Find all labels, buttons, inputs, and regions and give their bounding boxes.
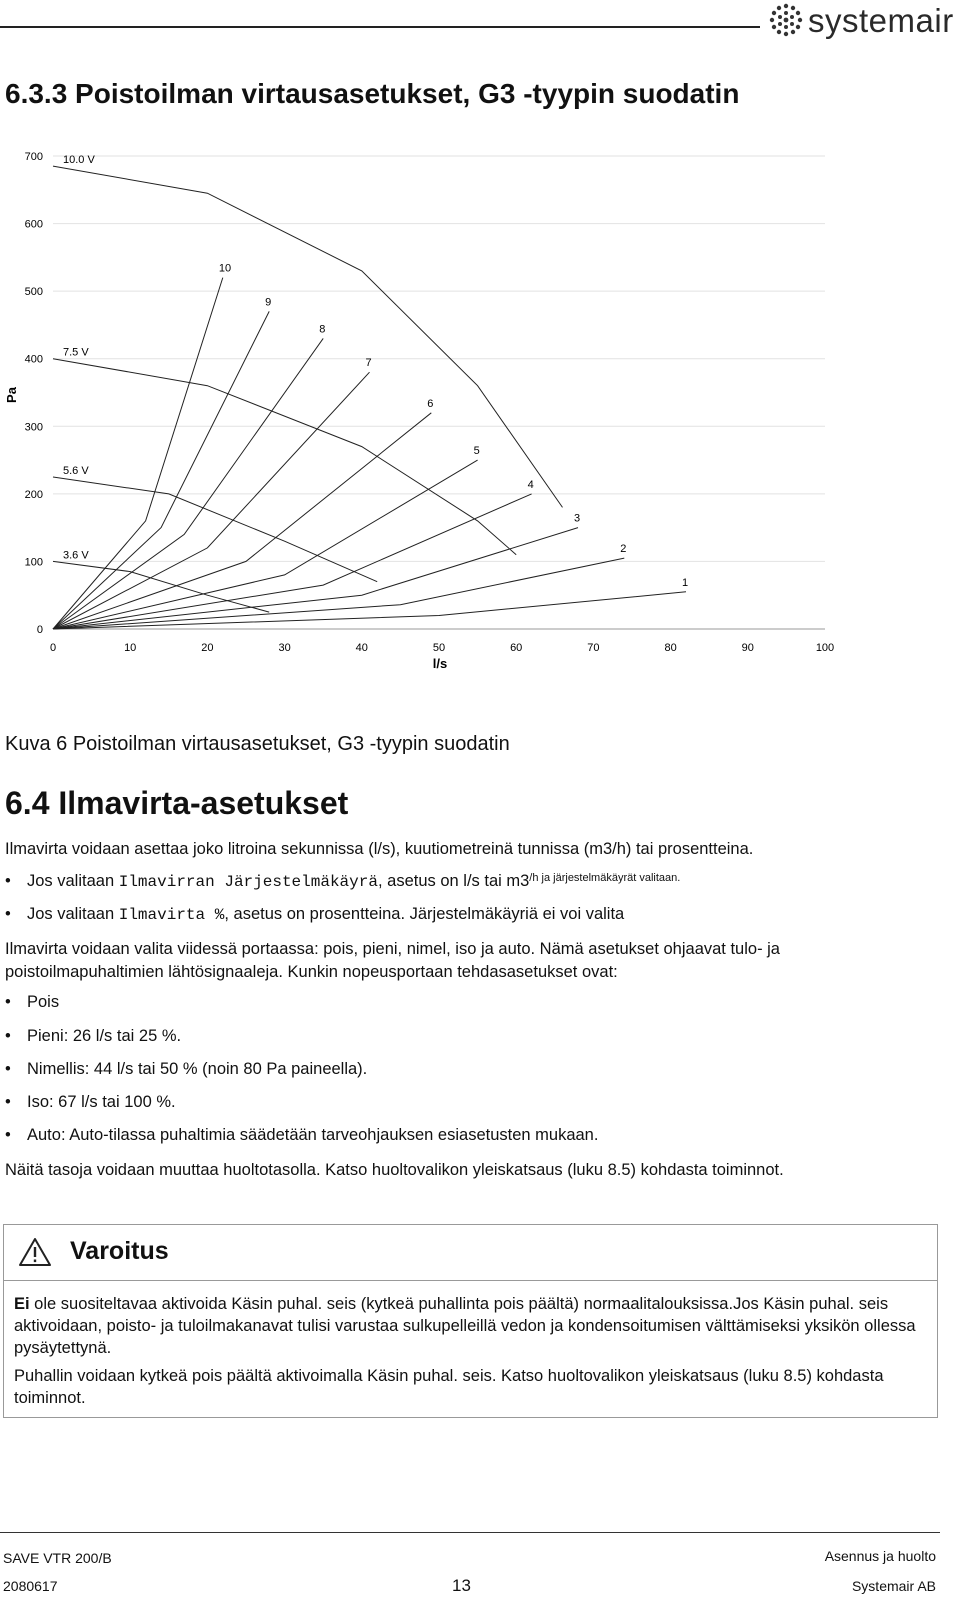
- y-tick-label: 400: [24, 353, 43, 366]
- x-tick-label: 50: [432, 642, 446, 654]
- y-tick-label: 100: [24, 556, 43, 569]
- system-curve-label: 3: [573, 512, 581, 525]
- system-curve: [53, 558, 624, 629]
- x-tick-label: 80: [664, 642, 677, 654]
- warning-text-2: Puhallin voidaan kytkeä pois päältä aktivoimalla Käsin puhal. seis. Katso huoltovalikon yleiskatsaus (luku 8.5) kohdasta toiminnot.: [14, 1367, 884, 1407]
- y-tick-label: 200: [24, 488, 43, 501]
- fan-curves: [53, 154, 563, 612]
- warning-header: [4, 1225, 937, 1281]
- system-curve: [53, 278, 223, 629]
- section-title: 6.3.3 Poistoilman virtausasetukset, G3 -tyypin suodatin: [5, 78, 740, 109]
- x-tick-label: 60: [510, 642, 523, 654]
- fan-curve: [53, 561, 269, 612]
- levels-paragraph: Näitä tasoja voidaan muuttaa huoltotasolla. Katso huoltovalikon yleiskatsaus (luku 8.5) kohdasta toiminnot.: [5, 1161, 784, 1179]
- x-tick-label: 0: [49, 642, 57, 654]
- fan-curve-label: 5.6 V: [63, 464, 89, 477]
- system-curve: [53, 592, 686, 629]
- fan-curve: [53, 359, 516, 555]
- system-curves: [53, 263, 688, 629]
- footer-doc-number: 2080617: [3, 1578, 58, 1594]
- y-axis-label: Pa: [4, 387, 19, 403]
- system-curve-label: 2: [620, 543, 627, 556]
- chart-grid: [53, 156, 825, 629]
- fan-curve-label: 7.5 V: [63, 346, 89, 359]
- brand-name: systemair: [808, 2, 954, 39]
- x-tick-label: 30: [278, 642, 291, 654]
- section2-title: 6.4 Ilmavirta-asetukset: [5, 785, 349, 821]
- system-curve-label: 5: [473, 445, 480, 458]
- x-tick-label: 40: [355, 642, 368, 654]
- header-rule: [0, 26, 760, 28]
- x-tick-label: 100: [815, 642, 835, 654]
- airflow-chart: [0, 145, 860, 675]
- y-tick-label: 600: [24, 218, 43, 231]
- system-curve-label: 1: [682, 576, 689, 589]
- y-tick-label: 700: [24, 151, 43, 163]
- x-tick-label: 20: [201, 642, 214, 654]
- intro-paragraph: Ilmavirta voidaan asettaa joko litroina sekunnissa (l/s), kuutiometreinä tunnissa (m3/h) tai prosentteina.: [5, 840, 754, 858]
- footer-chapter: Asennus ja huolto: [824, 1548, 936, 1564]
- footer-product: SAVE VTR 200/B: [3, 1550, 112, 1566]
- footer-company: Systemair AB: [851, 1578, 936, 1594]
- warning-text-1: Ei ole suositeltavaa aktivoida Käsin puhal. seis (kytkeä puhallinta pois päältä) normaalitalouksissa.Jos Käsin puhal. seis aktivoidaan, poisto- ja tuloilmakanavat tulisi varustaa sulkupelleillä vedon ja kondensoitumisen välttämiseksi yksikön ollessa pysäytettynä.: [14, 1295, 916, 1357]
- warning-triangle-icon: [18, 1237, 52, 1267]
- y-tick-label: 300: [24, 421, 43, 434]
- system-curve-label: 8: [319, 323, 326, 336]
- x-tick-label: 70: [587, 642, 600, 654]
- steps-paragraph: Ilmavirta voidaan valita viidessä portaassa: pois, pieni, nimel, iso ja auto. Nämä asetukset ohjaavat tulo- ja poistoilmapuhaltimien lähtösignaaleja. Kunkin nopeusportaan tehdasasetukset ovat:: [5, 940, 780, 981]
- x-tick-label: 90: [741, 642, 754, 654]
- footer-rule: [0, 1532, 940, 1533]
- fan-curve: [53, 166, 563, 507]
- system-curve-label: 6: [427, 397, 434, 410]
- figure-caption: Kuva 6 Poistoilman virtausasetukset, G3 -tyypin suodatin: [5, 733, 510, 755]
- y-tick-label: 0: [36, 624, 43, 636]
- y-tick-label: 500: [24, 286, 43, 299]
- x-axis-label: l/s: [432, 656, 448, 671]
- page-number: 13: [452, 1576, 471, 1595]
- system-curve-label: 4: [527, 478, 534, 491]
- system-curve-label: 10: [218, 262, 232, 275]
- system-curve-label: 9: [265, 296, 272, 309]
- fan-curve-label: 10.0 V: [63, 154, 95, 167]
- x-tick-label: 10: [124, 642, 137, 654]
- fan-curve: [53, 477, 377, 582]
- system-curve-label: 7: [365, 357, 372, 370]
- fan-curve-label: 3.6 V: [63, 549, 89, 562]
- system-curve: [53, 528, 578, 629]
- warning-title: Varoitus: [70, 1237, 169, 1265]
- warning-box: [3, 1224, 938, 1418]
